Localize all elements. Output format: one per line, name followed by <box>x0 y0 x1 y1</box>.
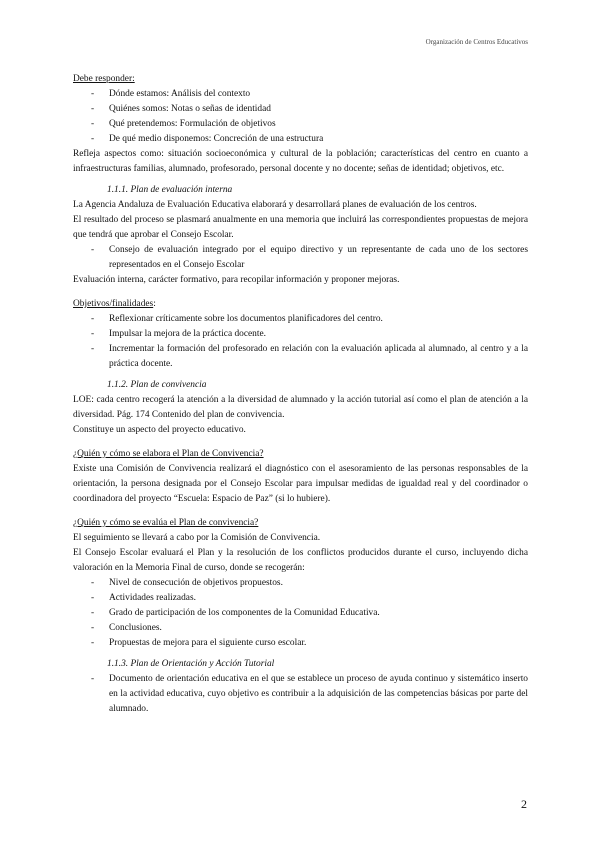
list-item: - Grado de participación de los componentes de la Comunidad Educativa. <box>73 606 528 621</box>
list-item: - Nivel de consecución de objetivos propuestos. <box>73 576 528 591</box>
quien-elabora-heading: ¿Quién y cómo se elabora el Plan de Convivencia? <box>73 449 264 459</box>
list-item: - Dónde estamos: Análisis del contexto <box>73 87 528 102</box>
list-item: - Qué pretendemos: Formulación de objetivos <box>73 117 528 132</box>
quien-evalua-p1: El seguimiento se llevará a cabo por la Comisión de Convivencia. <box>73 533 321 543</box>
list-item: - Actividades realizadas. <box>73 591 528 606</box>
quien-elabora-paragraph: Existe una Comisión de Convivencia realizará el diagnóstico con el asesoramiento de las personas responsables de la orientación, la persona designada por el Consejo Escolar para impulsar medidas de igualdad real y del coordinador o coordinadora del proyecto “Escuela: Espacio de Paz” (si lo hubiere). <box>73 464 528 504</box>
quien-evalua-p2: El Consejo Escolar evaluará el Plan y la resolución de los conflictos producidos durante el curso, incluyendo dicha valoración en la Memoria Final de curso, donde se recogerán: <box>73 548 528 573</box>
list-item: - Documento de orientación educativa en el que se establece un proceso de ayuda continuo y sistemático inserto en la actividad educativa, cuyo objetivo es contribuir a la adquisición de las competencias básicas por parte del alumnado. <box>73 672 528 717</box>
section-112-title: 1.1.2. Plan de convivencia <box>107 380 207 390</box>
list-item: - Consejo de evaluación integrado por el equipo directivo y un representante de cada uno de los sectores representados en el Consejo Escolar <box>73 243 528 273</box>
objetivos-list <box>73 312 528 372</box>
section-111-p3: Evaluación interna, carácter formativo, para recopilar información y proponer mejoras. <box>73 275 400 285</box>
quien-evalua-list <box>73 576 528 651</box>
list-item: - Impulsar la mejora de la práctica docente. <box>73 327 528 342</box>
section-111-list <box>73 243 528 273</box>
section-113-list <box>73 672 528 717</box>
section-111-p2: El resultado del proceso se plasmará anualmente en una memoria que incluirá las correspondientes propuestas de mejora que tendrá que aprobar el Consejo Escolar. <box>73 215 528 240</box>
page-number: 2 <box>521 797 527 811</box>
running-header: Organización de Centros Educativos <box>425 38 528 46</box>
section-113-title: 1.1.3. Plan de Orientación y Acción Tutorial <box>107 659 275 669</box>
section-112-p2: Constituye un aspecto del proyecto educativo. <box>73 425 246 435</box>
section-111-title: 1.1.1. Plan de evaluación interna <box>107 185 233 195</box>
section-111-p1: La Agencia Andaluza de Evaluación Educativa elaborará y desarrollará planes de evaluación de los centros. <box>73 200 477 210</box>
list-item: - De qué medio disponemos: Concreción de una estructura <box>73 132 528 147</box>
objetivos-heading-line: Objetivos/finalidades: <box>73 299 156 309</box>
list-item: - Quiénes somos: Notas o señas de identidad <box>73 102 528 117</box>
section-112-p1: LOE: cada centro recogerá la atención a la diversidad de alumnado y la acción tutorial así como el plan de atención a la diversidad. Pág. 174 Contenido del plan de convivencia. <box>73 395 528 420</box>
respond-paragraph: Refleja aspectos como: situación socioeconómica y cultural de la población; características del centro en cuanto a infraestructuras familias, alumnado, profesorado, personal docente y no docente; señas de identidad; objetivos, etc. <box>73 149 528 174</box>
quien-evalua-heading: ¿Quién y cómo se evalúa el Plan de convivencia? <box>73 518 259 528</box>
respond-heading: Debe responder: <box>73 74 135 84</box>
respond-list <box>73 87 528 147</box>
objetivos-heading: Objetivos/finalidades <box>73 299 154 309</box>
list-item: - Reflexionar críticamente sobre los documentos planificadores del centro. <box>73 312 528 327</box>
document-body <box>73 72 528 717</box>
list-item: - Conclusiones. <box>73 621 528 636</box>
list-item: - Propuestas de mejora para el siguiente curso escolar. <box>73 636 528 651</box>
list-item: - Incrementar la formación del profesorado en relación con la evaluación aplicada al alumnado, al centro y a la práctica docente. <box>73 342 528 372</box>
